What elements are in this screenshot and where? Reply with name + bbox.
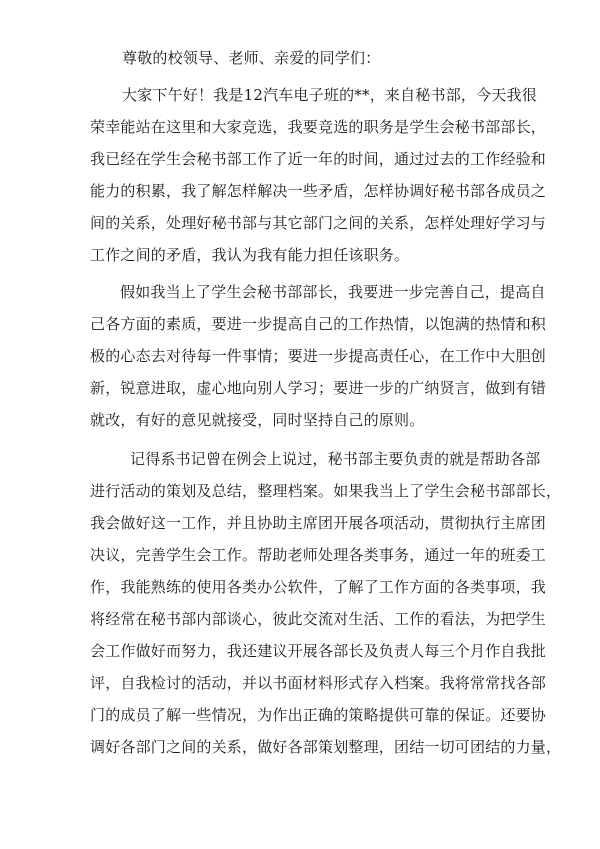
paragraph-3-line-2: 进行活动的策划及总结，整理档案。如果我当上了学生会秘书部部长， — [90, 482, 562, 500]
paragraph-3-line-10: 调好各部门之间的关系，做好各部策划整理，团结一切可团结的力量， — [90, 738, 562, 756]
paragraph-1-line-5: 间的关系，处理好秘书部与其它部门之间的关系，怎样处理好学习与 — [90, 214, 547, 232]
paragraph-3-line-1: 记得系书记曾在例会上说过，秘书部主要负责的就是帮助各部 — [130, 450, 541, 468]
paragraph-3-line-8: 评，自我检讨的活动，并以书面材料形式存入档案。我将常常找各部 — [90, 674, 547, 692]
paragraph-1-line-6: 工作之间的矛盾，我认为我有能力担任该职务。 — [90, 246, 410, 264]
paragraph-1-line-3: 我已经在学生会秘书部工作了近一年的时间，通过过去的工作经验和 — [90, 150, 547, 168]
paragraph-2-line-1: 假如我当上了学生会秘书部部长，我要进一步完善自己，提高自 — [120, 283, 546, 301]
paragraph-2-line-5: 就改，有好的意见就接受，同时坚持自己的原则。 — [90, 411, 425, 429]
paragraph-3-line-9: 门的成员了解一些情况，为作出正确的策略提供可靠的保证。还要协 — [90, 706, 547, 724]
salutation: 尊敬的校领导、老师、亲爱的同学们： — [122, 49, 381, 67]
paragraph-3-line-7: 会工作做好而努力，我还建议开展各部长及负责人每三个月作自我批 — [90, 642, 547, 660]
paragraph-3-line-6: 将经常在秘书部内部谈心，彼此交流对生活、工作的看法，为把学生 — [90, 610, 547, 628]
paragraph-1-line-1: 大家下午好！我是12汽车电子班的**，来自秘书部，今天我很 — [122, 86, 537, 104]
paragraph-3-line-4: 决议，完善学生会工作。帮助老师处理各类事务，通过一年的班委工 — [90, 546, 547, 564]
paragraph-1-line-2: 荣幸能站在这里和大家竞选，我要竞选的职务是学生会秘书部部长， — [90, 118, 547, 136]
paragraph-2-line-3: 极的心态去对待每一件事情；要进一步提高责任心，在工作中大胆创 — [90, 347, 547, 365]
paragraph-2-line-4: 新，锐意进取，虚心地向别人学习；要进一步的广纳贤言，做到有错 — [90, 379, 547, 397]
paragraph-1-line-4: 能力的积累，我了解怎样解决一些矛盾，怎样协调好秘书部各成员之 — [90, 182, 547, 200]
paragraph-2-line-2: 己各方面的素质，要进一步提高自己的工作热情，以饱满的热情和积 — [90, 315, 547, 333]
paragraph-3-line-5: 作，我能熟练的使用各类办公软件，了解了工作方面的各类事项，我 — [90, 578, 547, 596]
paragraph-3-line-3: 我会做好这一工作，并且协助主席团开展各项活动，贯彻执行主席团 — [90, 514, 547, 532]
